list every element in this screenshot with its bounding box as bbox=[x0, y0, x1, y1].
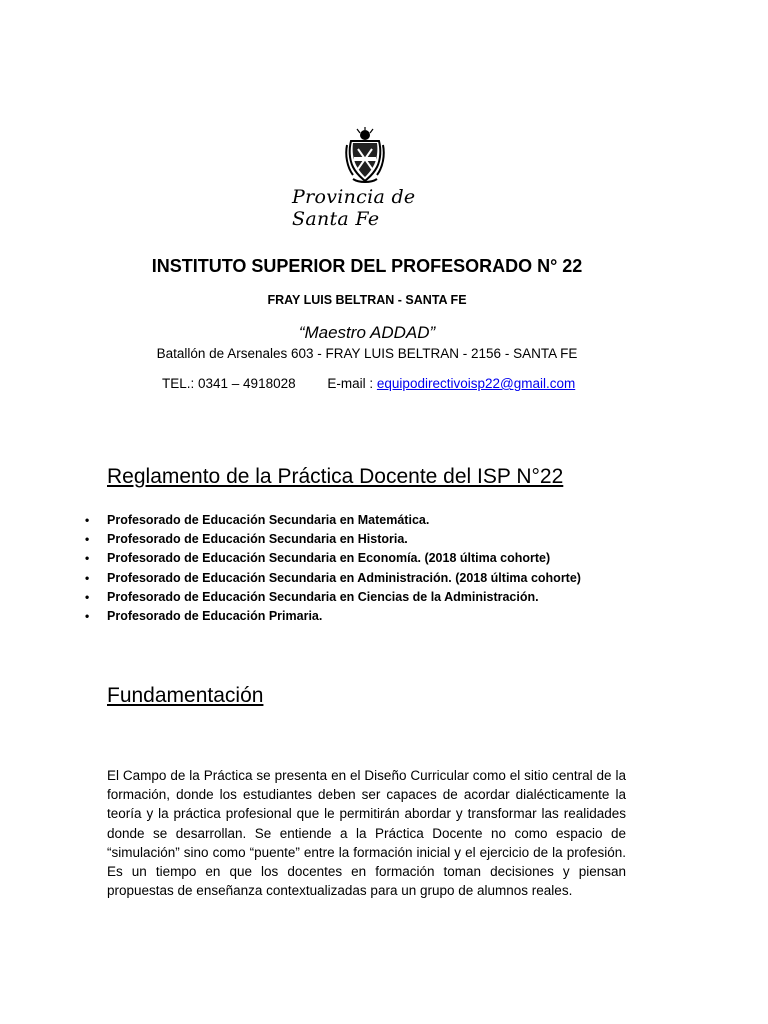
program-label: Profesorado de Educación Primaria. bbox=[107, 608, 323, 623]
list-item bbox=[85, 549, 581, 568]
institute-address: Batallón de Arsenales 603 - FRAY LUIS BELTRAN - 2156 - SANTA FE bbox=[156, 346, 578, 361]
bullet-icon: • bbox=[85, 551, 90, 566]
bullet-icon: • bbox=[85, 532, 90, 547]
list-item bbox=[85, 569, 581, 588]
bullet-icon: • bbox=[85, 608, 90, 623]
bullet-icon: • bbox=[85, 589, 90, 604]
email-label: E-mail : bbox=[327, 376, 374, 391]
list-item bbox=[85, 511, 581, 530]
institute-location: FRAY LUIS BELTRAN - SANTA FE bbox=[267, 293, 467, 307]
program-label: Profesorado de Educación Secundaria en Matemática. bbox=[107, 513, 430, 527]
program-label: Profesorado de Educación Secundaria en Ciencias de la Administración. bbox=[107, 589, 539, 604]
list-item bbox=[85, 607, 581, 626]
program-label: Profesorado de Educación Secundaria en Historia. bbox=[107, 532, 408, 547]
program-list bbox=[85, 511, 581, 626]
institute-motto: “Maestro ADDAD” bbox=[298, 323, 436, 342]
list-item bbox=[85, 530, 581, 549]
reglamento-heading: Reglamento de la Práctica Docente del ISP N°22 bbox=[107, 465, 564, 488]
province-coat-of-arms-icon bbox=[343, 127, 387, 185]
phone-text: TEL.: 0341 – 4918028 bbox=[162, 376, 296, 391]
bullet-icon: • bbox=[85, 570, 90, 585]
program-label: Profesorado de Educación Secundaria en Administración. (2018 última cohorte) bbox=[107, 570, 581, 585]
province-label: Provincia de Santa Fe bbox=[292, 186, 416, 230]
institute-title: INSTITUTO SUPERIOR DEL PROFESORADO N° 22 bbox=[151, 256, 583, 276]
contact-line bbox=[162, 376, 575, 391]
fundamentacion-paragraph: El Campo de la Práctica se presenta en el Diseño Curricular como el sitio central de la formación, donde los estudiantes deben ser capaces de acordar dialécticamente la teoría y la práctica profesional que le permitirán abordar y transformar las realidades donde se desarrollan. Se entiende a la Práctica Docente no como espacio de “simulación” sino como “puente” entre la formación inicial y el ejercicio de la profesión. Es un tiempo en que los docentes en formación toman decisiones y piensan propuestas de enseñanza contextualizadas para un grupo de alumnos reales. bbox=[107, 768, 626, 899]
fundamentacion-heading: Fundamentación bbox=[107, 684, 264, 707]
list-item bbox=[85, 588, 581, 607]
email-link[interactable]: equipodirectivoisp22@gmail.com bbox=[376, 376, 576, 391]
program-label: Profesorado de Educación Secundaria en Economía. (2018 última cohorte) bbox=[107, 551, 551, 566]
bullet-icon: • bbox=[85, 513, 90, 527]
